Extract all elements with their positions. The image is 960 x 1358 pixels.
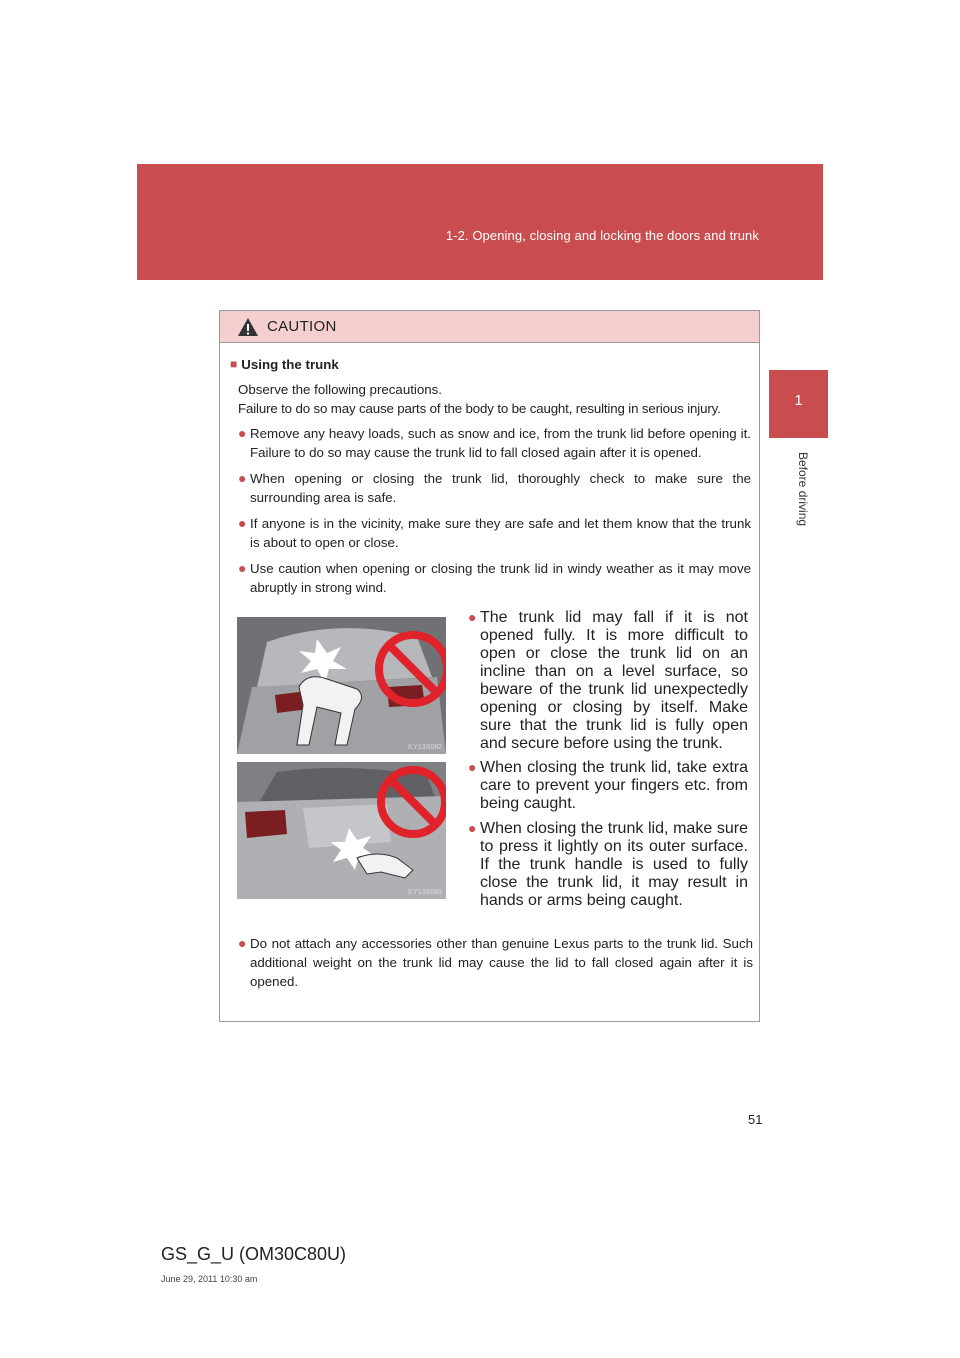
bullet-icon: ● (468, 759, 477, 775)
document-code: GS_G_U (OM30C80U) (161, 1244, 347, 1264)
intro-line-1: Observe the following precautions. (238, 382, 442, 397)
header-band (137, 164, 823, 280)
list-item: ● Use caution when opening or closing the trunk lid in windy weather as it may move abruptly in strong wind. (238, 560, 751, 595)
caution-body (220, 343, 759, 597)
figure-row-2 (220, 753, 759, 909)
caution-title: CAUTION (267, 318, 337, 335)
bullet-icon: ● (468, 609, 477, 625)
list-item: ● The trunk lid may fall if it is not opened fully. It is more difficult to open or close the trunk lid on an incline than on a level surface, so beware of the trunk lid unexpectedly opening or closing by itself. Make sure that the trunk lid is fully open and secure before using the trunk. (468, 609, 748, 752)
bullet-icon: ● (238, 515, 247, 531)
figure-row-1 (220, 605, 759, 752)
caution-box (219, 310, 760, 1022)
list-item: ● Remove any heavy loads, such as snow and ice, from the trunk lid before opening it. Failure to do so may cause the trunk lid to fall closed again after it is opened. (238, 425, 751, 460)
list-item: ● When closing the trunk lid, take extra care to prevent your fingers etc. from being caught. (468, 759, 748, 812)
page-number: 51 (748, 1112, 763, 1127)
warning-triangle-icon (237, 317, 259, 337)
chapter-label: Before driving (796, 452, 810, 527)
chapter-number: 1 (794, 392, 803, 409)
document-date: June 29, 2011 10:30 am (161, 1274, 258, 1284)
caution-header (220, 311, 759, 343)
list-item: ● If anyone is in the vicinity, make sure they are safe and let them know that the trunk is about to open or close. (238, 515, 751, 550)
figure-trunk-lid-falling (237, 617, 446, 754)
chapter-tab (769, 370, 828, 438)
final-bullet-list (230, 934, 753, 991)
bullet-icon: ● (238, 935, 247, 951)
intro (230, 380, 751, 418)
figure-code: ILY13S082 (407, 744, 442, 751)
figure-trunk-lid-closing (237, 762, 446, 899)
bullet-list (230, 424, 751, 597)
figure-2-notes (468, 759, 748, 917)
subheading (230, 355, 751, 374)
section-title: 1-2. Opening, closing and locking the doors and trunk (445, 228, 759, 243)
bullet-icon: ● (238, 560, 247, 576)
figure-1-notes (468, 609, 748, 760)
list-item: ● When opening or closing the trunk lid, thoroughly check to make sure the surrounding area is safe. (238, 470, 751, 505)
bullet-icon: ● (238, 425, 247, 441)
list-item: ● When closing the trunk lid, make sure to press it lightly on its outer surface. If the trunk handle is used to fully close the trunk lid, it may result in hands or arms being caught. (468, 820, 748, 909)
square-bullet-icon: ■ (230, 357, 238, 371)
bullet-icon: ● (468, 820, 477, 836)
subheading-text: Using the trunk (241, 357, 339, 372)
bullet-icon: ● (238, 470, 247, 486)
figure-code: ILY13S083 (407, 889, 442, 896)
car-trunk-illustration-icon (237, 617, 446, 754)
car-rear-illustration-icon (237, 762, 446, 899)
list-item: ● Do not attach any accessories other than genuine Lexus parts to the trunk lid. Such additional weight on the trunk lid may cause the lid to fall closed again after it is opened. (238, 935, 753, 989)
intro-line-2: Failure to do so may cause parts of the body to be caught, resulting in serious injury. (238, 401, 721, 416)
